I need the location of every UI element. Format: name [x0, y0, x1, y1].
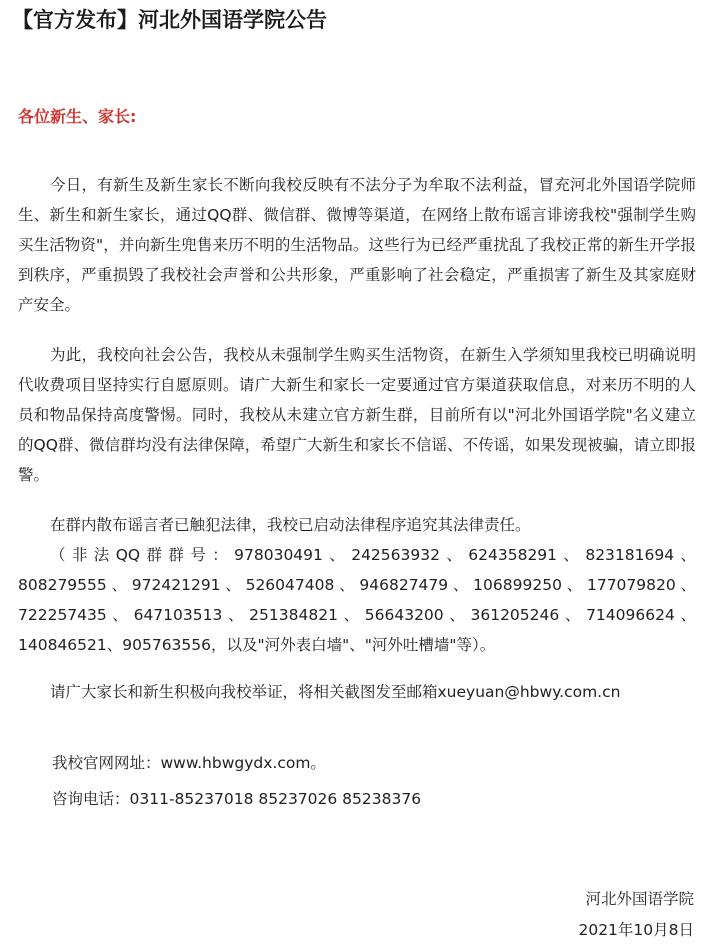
paragraph-illegal-groups: （非法QQ群群号：978030491、242563932、624358291、823181694、808279555、972421291、526047408、946827479、106899250、177079820、722257435、647103513、251384821、56643200、361205246、714096624、140846521、905763556，以及"河外表白墙"、"河外吐槽墙"等）。	[18, 546, 696, 654]
paragraph-legal: 在群内散布谣言者已触犯法律，我校已启动法律程序追究其法律责任。	[50, 516, 531, 534]
paragraph-report-email: 请广大家长和新生积极向我校举证，将相关截图发至邮箱xueyuan@hbwy.com.cn	[50, 683, 621, 701]
page-title: 【官方发布】河北外国语学院公告	[12, 8, 327, 32]
consult-phone: 咨询电话：0311-85237018 85237026 85238376	[52, 790, 422, 808]
official-website: 我校官网网址：www.hbwgydx.com。	[52, 754, 326, 772]
signature-date: 2021年10月8日	[578, 921, 694, 939]
signature-org: 河北外国语学院	[585, 890, 694, 908]
paragraph-report: 今日，有新生及新生家长不断向我校反映有不法分子为牟取不法利益，冒充河北外国语学院师生、新生和新生家长，通过QQ群、微信群、微博等渠道，在网络上散布谣言诽谤我校"强制学生购买生活物资"，并向新生兜售来历不明的生活物品。这些行为已经严重扰乱了我校正常的新生开学报到秩序，严重损毁了我校社会声誉和公共形象，严重影响了社会稳定，严重损害了新生及其家庭财产安全。	[18, 176, 696, 314]
salutation: 各位新生、家长:	[18, 107, 137, 126]
paragraph-announcement: 为此，我校向社会公告，我校从未强制学生购买生活物资，在新生入学须知里我校已明确说明代收费项目坚持实行自愿原则。请广大新生和家长一定要通过官方渠道获取信息，对来历不明的人员和物品保持高度警惕。同时，我校从未建立官方新生群，目前所有以"河北外国语学院"名义建立的QQ群、微信群均没有法律保障，希望广大新生和家长不信谣、不传谣，如果发现被骗，请立即报警。	[18, 346, 696, 484]
